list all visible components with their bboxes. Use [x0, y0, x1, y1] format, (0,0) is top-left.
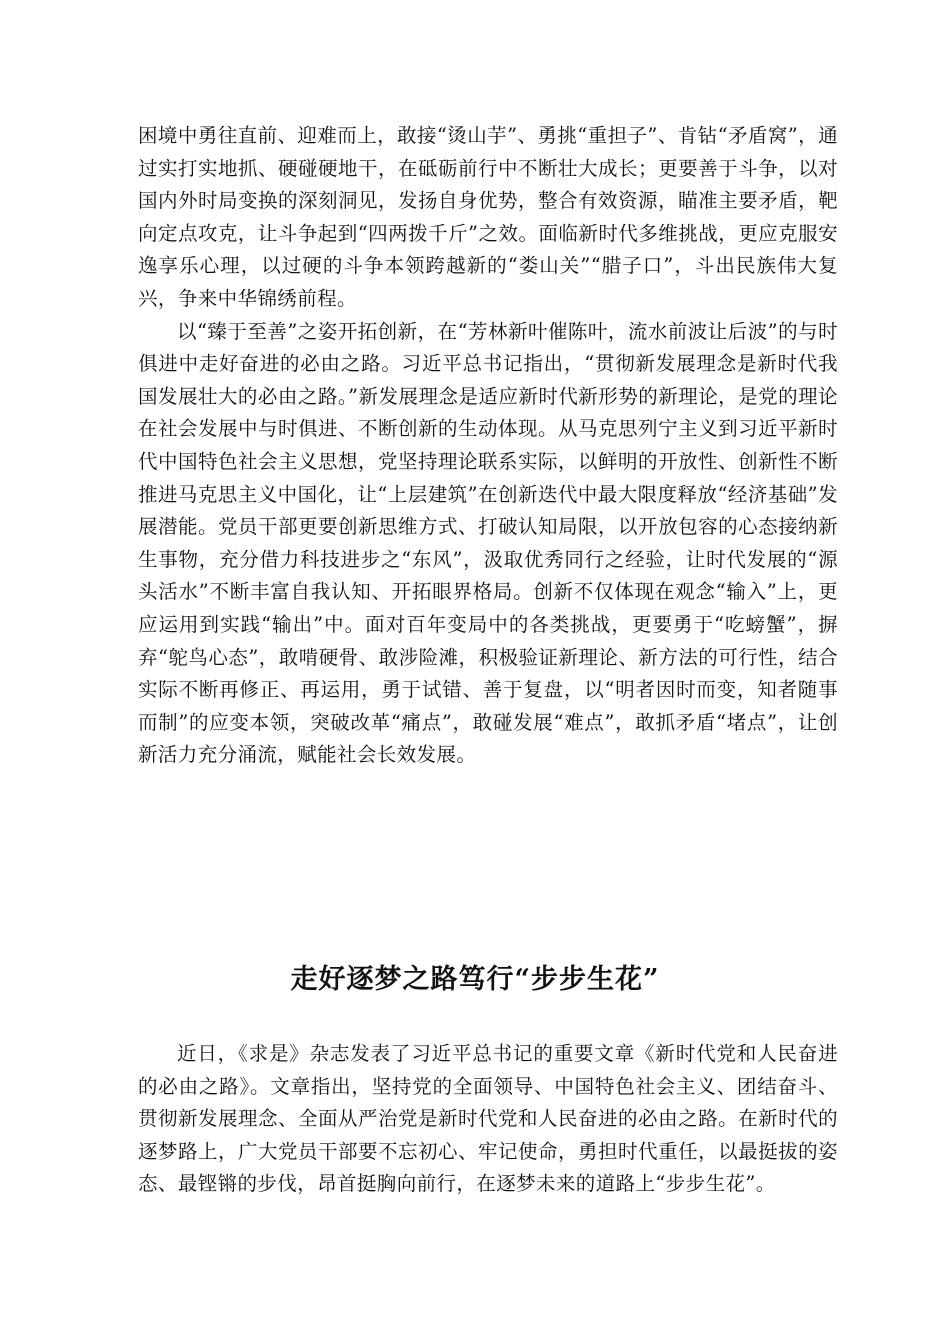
- article-title: 走好逐梦之路笃行“步步生花”: [290, 964, 660, 996]
- paragraph-innovation: 以“臻于至善”之姿开拓创新，在“芳林新叶催陈叶，流水前波让后波”的与时俱进中走好奋进的必由之路。习近平总书记指出，“贯彻新发展理念是新时代我国发展壮大的必由之路。”新发展理念是适应新时代新形势的新理论，是党的理论在社会发展中与时俱进、不断创新的生动体现。从马克思列宁主义到习近平新时代中国特色社会主义思想，党坚持理论联系实际，以鲜明的开放性、创新性不断推进马克思主义中国化，让“上层建筑”在创新迭代中最大限度释放“经济基础”发展潜能。党员干部更要创新思维方式、打破认知局限，以开放包容的心态接纳新生事物，充分借力科技进步之“东风”，汲取优秀同行之经验，让时代发展的“源头活水”不断丰富自我认知、开拓眼界格局。创新不仅体现在观念“输入”上，更应运用到实践“输出”中。面对百年变局中的各类挑战，更要勇于“吃螃蟹”，摒弃“鸵鸟心态”，敢啃硬骨、敢涉险滩，积极验证新理论、新方法的可行性，结合实际不断再修正、再运用，勇于试错、善于复盘，以“明者因时而变，知者随事而制”的应变本领，突破改革“痛点”，敢碰发展“难点”，敢抓矛盾“堵点”，让创新活力充分涌流，赋能社会长效发展。: [138, 319, 838, 767]
- article-body: [138, 1038, 838, 1201]
- continued-text-block: [138, 120, 838, 772]
- paragraph-continued: 困境中勇往直前、迎难而上，敢接“烫山芋”、勇挑“重担子”、肯钻“矛盾窝”，通过实打实地抓、硬碰硬地干，在砥砺前行中不断壮大成长；更要善于斗争，以对国内外时局变换的深刻洞见，发扬自身优势，整合有效资源，瞄准主要矛盾，靶向定点攻克，让斗争起到“四两拨千斤”之效。面临新时代多维挑战，更应克服安逸享乐心理，以过硬的斗争本领跨越新的“娄山关”“腊子口”，斗出民族伟大复兴，争来中华锦绣前程。: [138, 124, 838, 310]
- paragraph-intro: 近日，《求是》杂志发表了习近平总书记的重要文章《新时代党和人民奋进的必由之路》。文章指出，坚持党的全面领导、中国特色社会主义、团结奋斗、贯彻新发展理念、全面从严治党是新时代党和人民奋进的必由之路。在新时代的逐梦路上，广大党员干部要不忘初心、牢记使命，勇担时代重任，以最挺拔的姿态、最铿锵的步伐，昂首挺胸向前行，在逐梦未来的道路上“步步生花”。: [138, 1042, 838, 1196]
